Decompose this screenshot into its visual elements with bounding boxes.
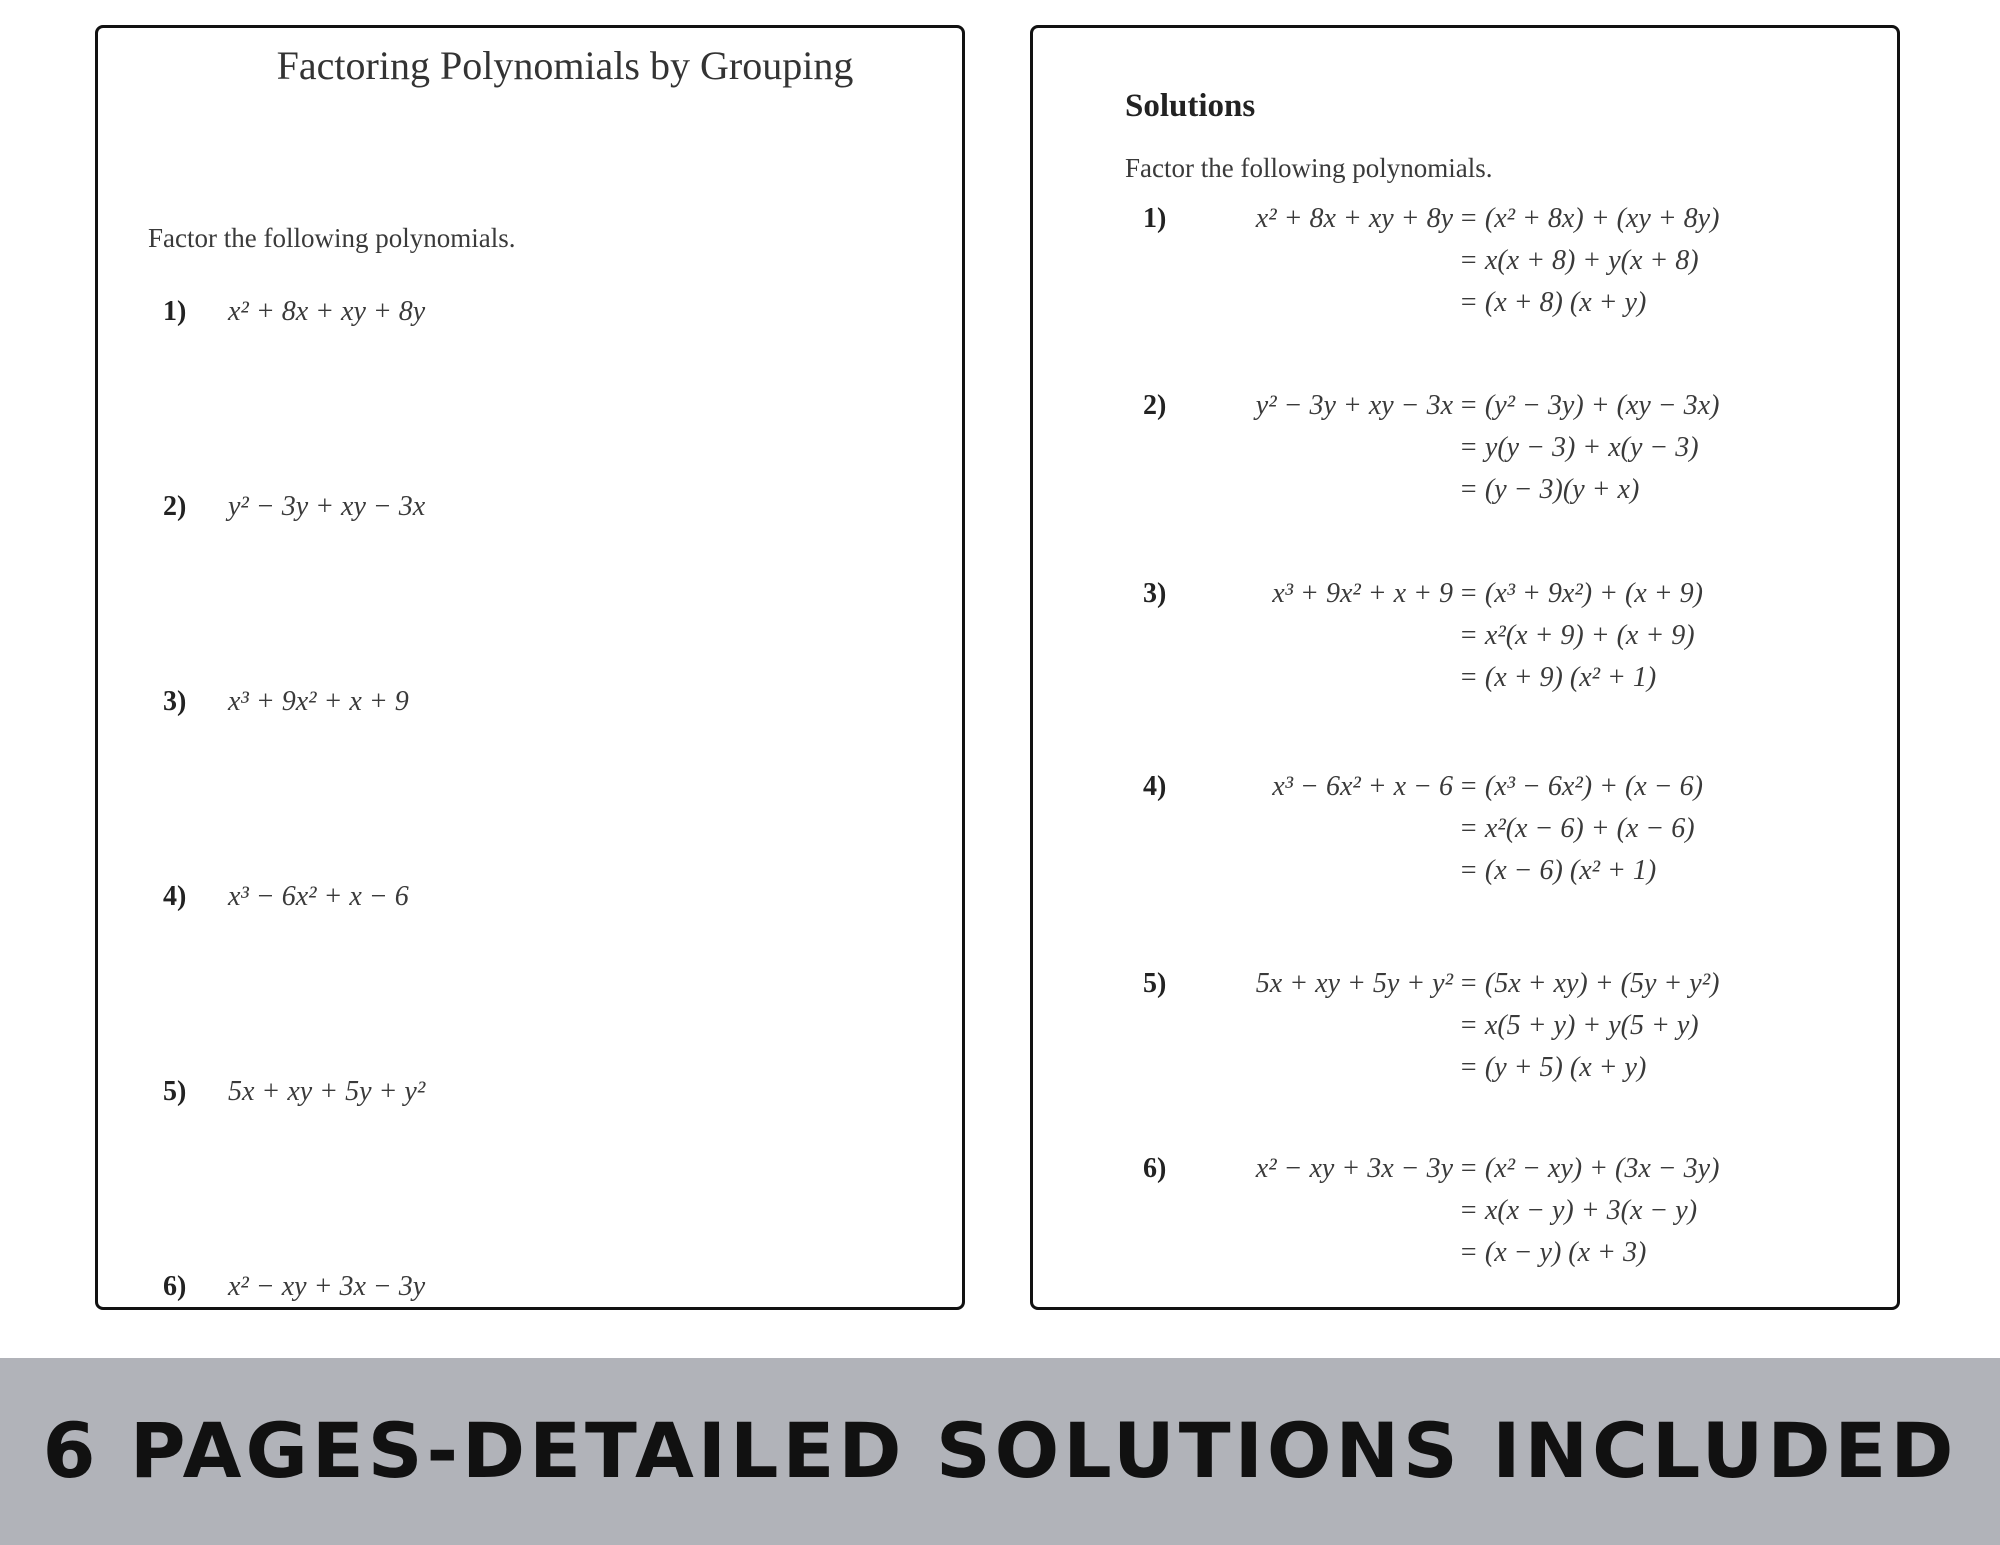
- worksheet-title: Factoring Polynomials by Grouping: [276, 43, 854, 88]
- solution-step: = (x³ − 6x²) + (x − 6): [1459, 771, 1703, 802]
- solution-block: [1143, 385, 1883, 511]
- solution-block: [1143, 963, 1883, 1089]
- problem-number: 1): [163, 296, 187, 327]
- solution-lhs: x³ − 6x² + x − 6: [1272, 771, 1453, 802]
- solution-number: 5): [1143, 968, 1167, 999]
- problem-expression: x³ − 6x² + x − 6: [228, 881, 409, 912]
- solution-number: 6): [1143, 1153, 1167, 1184]
- solutions-page: [1030, 25, 1900, 1310]
- solution-step: = (y² − 3y) + (xy − 3x): [1459, 390, 1720, 421]
- problem-number: 2): [163, 491, 187, 522]
- solution-step: = (x³ + 9x²) + (x + 9): [1459, 578, 1703, 609]
- solution-step: = x(x − y) + 3(x − y): [1459, 1195, 1698, 1226]
- problem-expression: x² + 8x + xy + 8y: [228, 296, 426, 327]
- problem-expression: 5x + xy + 5y + y²: [228, 1076, 426, 1107]
- solution-step: = (x² + 8x) + (xy + 8y): [1459, 203, 1720, 234]
- problem-number: 5): [163, 1076, 187, 1107]
- banner-text: 6 PAGES-DETAILED SOLUTIONS INCLUDED: [42, 1406, 1958, 1495]
- solution-step: = (5x + xy) + (5y + y²): [1459, 968, 1720, 999]
- problem-item: [163, 1271, 425, 1303]
- solution-number: 2): [1143, 390, 1167, 421]
- solution-step: = y(y − 3) + x(y − 3): [1459, 432, 1699, 463]
- problem-item: [163, 491, 425, 523]
- problem-number: 6): [163, 1271, 187, 1302]
- worksheet-page: [95, 25, 965, 1310]
- solution-block: [1143, 766, 1883, 892]
- solution-step: = x²(x − 6) + (x − 6): [1459, 813, 1695, 844]
- solution-step: = (x + 8) (x + y): [1459, 287, 1647, 318]
- solution-step: = (x² − xy) + (3x − 3y): [1459, 1153, 1720, 1184]
- solution-lhs: x² − xy + 3x − 3y: [1255, 1153, 1453, 1184]
- solution-block: [1143, 1148, 1883, 1274]
- solution-number: 1): [1143, 203, 1167, 234]
- solution-block: [1143, 573, 1883, 699]
- solution-lhs: y² − 3y + xy − 3x: [1255, 390, 1453, 421]
- solution-step: = (x − 6) (x² + 1): [1459, 855, 1657, 886]
- solution-number: 3): [1143, 578, 1167, 609]
- solution-step: = (x − y) (x + 3): [1459, 1237, 1647, 1268]
- solutions-heading: Solutions: [1125, 88, 1256, 124]
- problem-item: [163, 1076, 425, 1108]
- solutions-instructions: Factor the following polynomials.: [1125, 153, 1493, 183]
- solution-lhs: 5x + xy + 5y + y²: [1255, 968, 1453, 999]
- solution-lhs: x² + 8x + xy + 8y: [1255, 203, 1453, 234]
- problem-item: [163, 686, 409, 718]
- problem-item: [163, 881, 409, 913]
- worksheet-instructions: Factor the following polynomials.: [148, 223, 516, 253]
- solution-block: [1143, 198, 1883, 324]
- problem-expression: x³ + 9x² + x + 9: [228, 686, 409, 717]
- solution-step: = x(5 + y) + y(5 + y): [1459, 1010, 1699, 1041]
- solution-number: 4): [1143, 771, 1167, 802]
- solution-step: = (x + 9) (x² + 1): [1459, 662, 1657, 693]
- problem-number: 3): [163, 686, 187, 717]
- problem-item: [163, 296, 425, 328]
- solution-step: = x(x + 8) + y(x + 8): [1459, 245, 1699, 276]
- solution-lhs: x³ + 9x² + x + 9: [1272, 578, 1453, 609]
- solution-step: = (y + 5) (x + y): [1459, 1052, 1647, 1083]
- solution-step: = (y − 3)(y + x): [1459, 474, 1640, 505]
- problem-expression: x² − xy + 3x − 3y: [228, 1271, 426, 1302]
- problem-expression: y² − 3y + xy − 3x: [228, 491, 426, 522]
- promo-banner: [0, 1358, 2000, 1545]
- solution-step: = x²(x + 9) + (x + 9): [1459, 620, 1695, 651]
- problem-number: 4): [163, 881, 187, 912]
